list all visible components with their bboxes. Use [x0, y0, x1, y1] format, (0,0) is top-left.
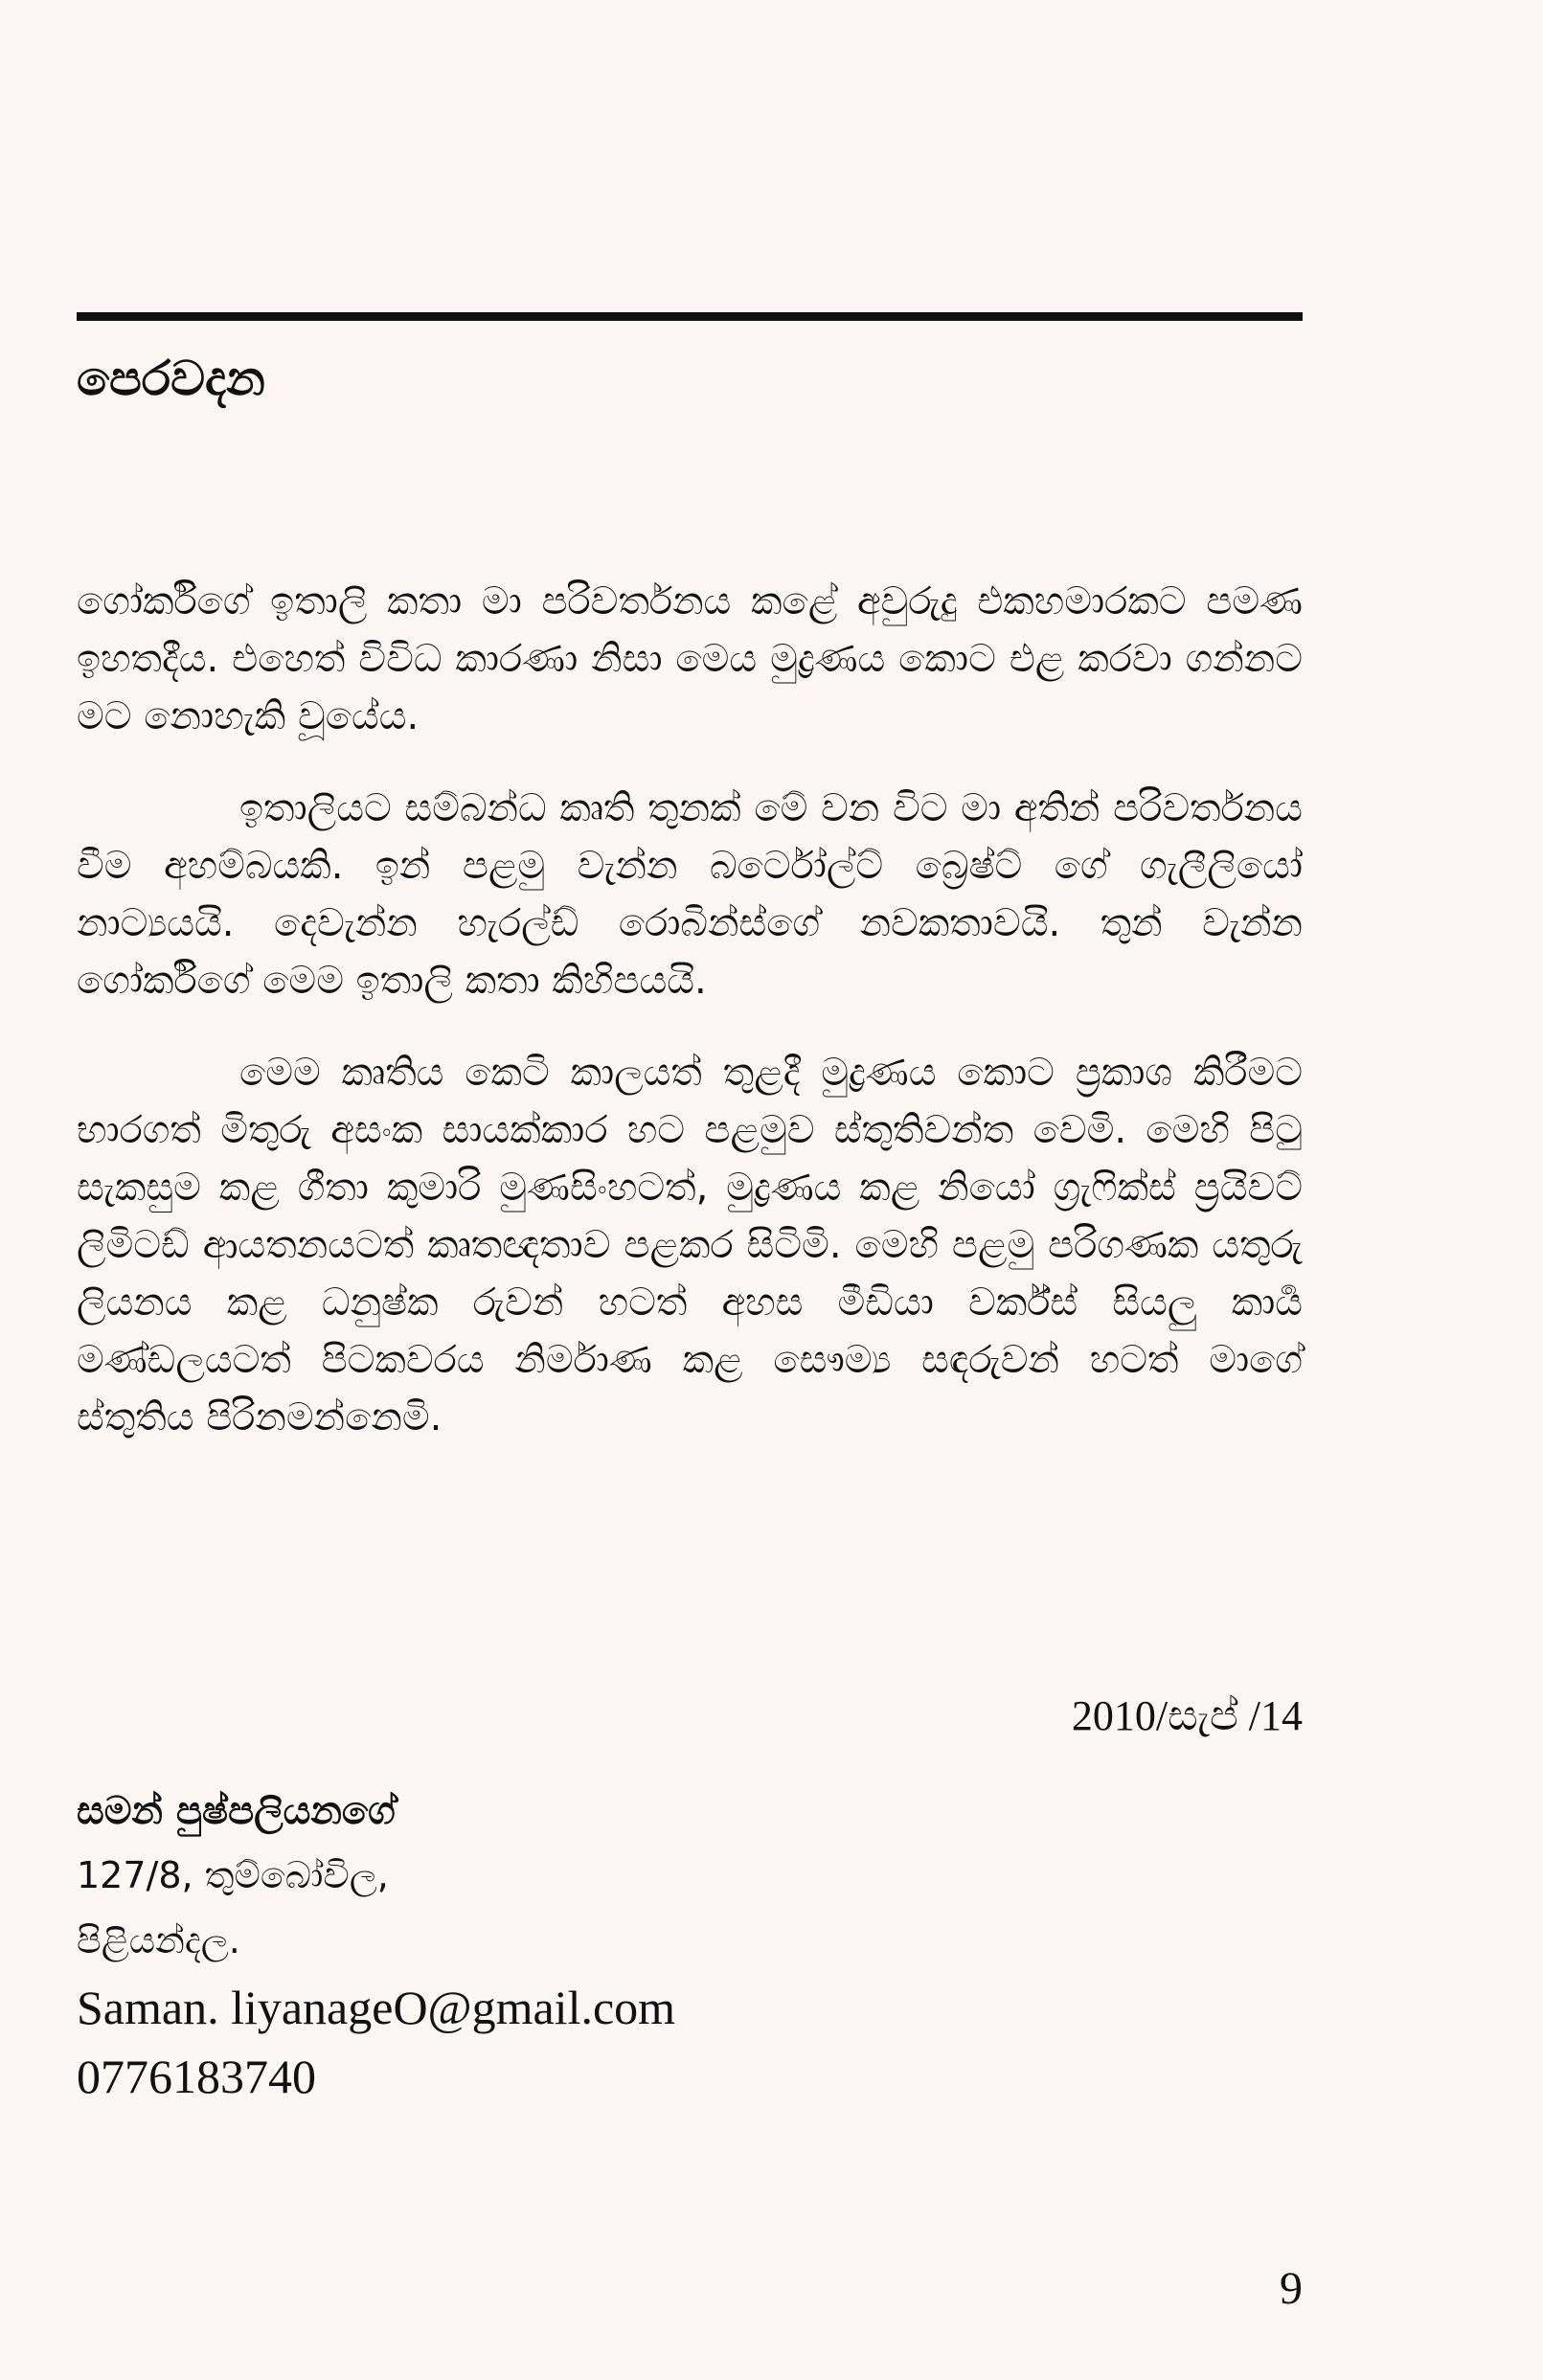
author-name: සමන් පුෂ්පලියනගේ — [77, 1789, 396, 1833]
phone: 0776183740 — [77, 2050, 316, 2103]
heading-rule — [77, 312, 1303, 321]
paragraph-2: ඉතාලියට සම්බන්ධ කෘති තුනක් මේ වන විට මා අතින් පරිවර්තනය වීම අහම්බයකි. ඉන් පළමු වැන්න බර්ටෝල්ට් බ්‍රෙෂ්ට් ගේ ගැලීලියෝ නාට්‍යයයි. දෙවැන්න හැරල්ඩ් රොබින්ස්ගේ නවකතාවයි. තුන් වැන්න ගෝර්කිගේ මෙම ඉතාලි කතා කිහිපයයි. — [77, 786, 1303, 1003]
signature-block — [77, 1779, 675, 2111]
date: 2010/සැප් /14 — [1071, 1692, 1303, 1739]
paragraph-1: ගෝර්කිගේ ඉතාලි කතා මා පරිවර්තනය කළේ අවුරුදු එකහමාරකට පමණ ඉහතදීය. එහෙත් විවිධ කාරණා නිසා මෙය මුද්‍රණය කොට එළ කරවා ගන්නට මට නොහැකි වූයේය. — [77, 579, 1303, 738]
address-line-2: පිළියන්දල. — [77, 1919, 240, 1961]
preface-body — [77, 573, 1303, 1481]
page-heading: පෙරවදන — [77, 351, 265, 406]
paragraph-3: මෙම කෘතිය කෙටි කාලයත් තුළදී මුද්‍රණය කොට ප්‍රකාශ කිරීමට භාරගත් මිතුරු අසංක සායක්කාර හට පළමුව ස්තුතිවන්ත වෙමි. මෙහි පිටු සැකසුම කළ ගීතා කුමාරි මුණසිංහටත්, මුද්‍රණය කළ නියෝ ග්‍රැෆික්ස් ප්‍රයිවට් ලිමිටඩ් ආයතනයටත් කෘතඥතාව පළකර සිටිමි. මෙහි පළමු පරිගණක යතුරු ලියනය කළ ධනුෂ්ක රුවන් හටත් අහස මීඩියා වර්ක්ස් සියලු කාර්‍ය මණ්ඩලයටත් පිටකවරය නිර්මාණ කළ සෞම්‍ය සඳරුවන් හටත් මාගේ ස්තුතිය පිරිනමන්නෙමි. — [77, 1051, 1303, 1439]
address-line-1: 127/8, තුම්බෝවිල, — [77, 1854, 389, 1896]
page-number: 9 — [1280, 2263, 1303, 2314]
email: Saman. liyanageO@gmail.com — [77, 1981, 676, 2034]
